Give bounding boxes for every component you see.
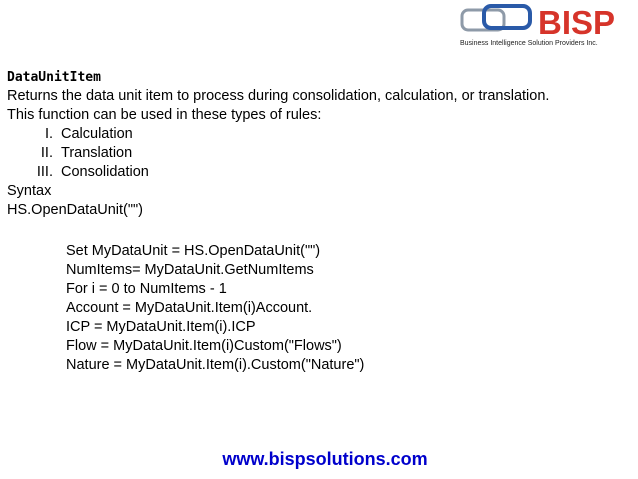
list-item-number: II. xyxy=(40,145,53,161)
code-line: Nature = MyDataUnit.Item(i).Custom("Nature") xyxy=(66,357,365,373)
syntax-label: Syntax xyxy=(7,183,52,199)
code-line: NumItems= MyDataUnit.GetNumItems xyxy=(66,262,314,278)
code-line: Set MyDataUnit = HS.OpenDataUnit("") xyxy=(66,243,321,259)
logo-tagline: Business Intelligence Solution Providers Inc. xyxy=(460,40,598,47)
logo-wordmark: BISP xyxy=(538,4,616,40)
list-item-number: III. xyxy=(36,164,53,180)
list-item xyxy=(7,125,632,144)
rule-types-list xyxy=(7,125,632,182)
list-item xyxy=(7,144,632,163)
syntax-value: HS.OpenDataUnit("") xyxy=(7,202,144,218)
code-line: Flow = MyDataUnit.Item(i)Custom("Flows") xyxy=(66,338,342,354)
code-line: Account = MyDataUnit.Item(i)Account. xyxy=(66,300,313,316)
list-item-label: Calculation xyxy=(61,126,133,142)
list-item-label: Translation xyxy=(61,145,133,161)
rules-intro: This function can be used in these types of rules: xyxy=(7,107,322,123)
function-description: Returns the data unit item to process during consolidation, calculation, or translation. xyxy=(7,88,550,104)
slide-title: DataUnitItem xyxy=(7,70,101,85)
website-link[interactable]: www.bispsolutions.com xyxy=(222,449,428,469)
code-example xyxy=(66,242,364,375)
list-item-label: Consolidation xyxy=(61,164,149,180)
logo-graphic-icon xyxy=(458,4,638,40)
list-item-number: I. xyxy=(44,126,53,142)
code-line: For i = 0 to NumItems - 1 xyxy=(66,281,227,297)
code-line: ICP = MyDataUnit.Item(i).ICP xyxy=(66,319,256,335)
company-logo xyxy=(458,4,638,52)
footer xyxy=(0,449,638,470)
slide-content xyxy=(7,68,632,220)
list-item xyxy=(7,163,632,182)
